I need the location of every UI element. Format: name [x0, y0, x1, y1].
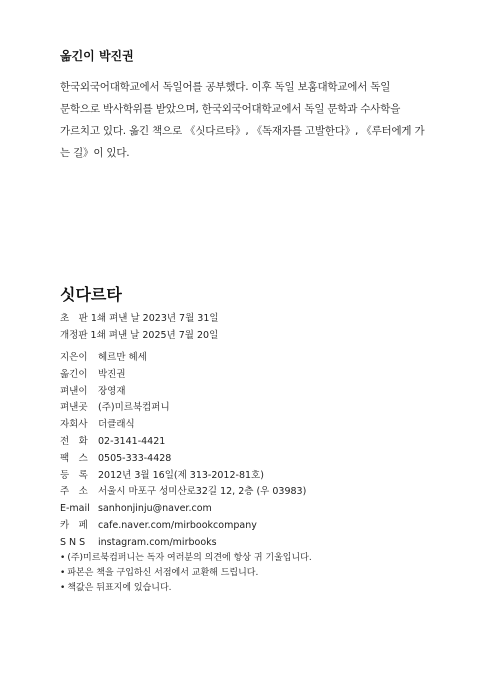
bullet-icon: •	[60, 568, 66, 578]
credit-translator	[60, 367, 306, 384]
bullet-icon: •	[60, 553, 66, 563]
credit-address	[60, 484, 306, 501]
edition-info	[60, 310, 219, 344]
credit-publisher-person	[60, 384, 306, 401]
credit-value: sanhonjinju@naver.com	[98, 503, 212, 515]
note-item	[60, 566, 312, 581]
credit-value: instagram.com/mirbooks	[98, 536, 217, 548]
credit-cafe	[60, 518, 306, 535]
note-text: 파본은 책을 구입하신 서점에서 교환해 드립니다.	[67, 568, 259, 578]
credit-value: (주)미르북컴퍼니	[98, 402, 170, 414]
note-item	[60, 551, 312, 566]
note-item	[60, 581, 312, 596]
note-text: 책값은 뒤표지에 있습니다.	[67, 583, 172, 593]
credit-value: 02-3141-4421	[98, 435, 166, 447]
credit-label: S N S	[60, 536, 86, 548]
credit-author	[60, 350, 306, 367]
credit-value: 0505-333-4428	[98, 452, 172, 464]
credit-label: 펴낸이	[60, 385, 88, 397]
translator-bio	[60, 76, 450, 164]
credit-label: 지은이	[60, 352, 88, 363]
credit-label: 팩 스	[60, 452, 88, 464]
bullet-icon: •	[60, 583, 66, 593]
credits-list	[60, 350, 306, 552]
translator-section	[60, 47, 450, 164]
credit-value: 더클래식	[98, 419, 135, 431]
credit-value: cafe.naver.com/mirbookcompany	[98, 519, 257, 531]
credit-publisher	[60, 400, 306, 417]
bio-line: 는 길》이 있다.	[60, 147, 130, 159]
translator-heading: 옮긴이 박진권	[60, 49, 134, 63]
credit-email	[60, 501, 306, 518]
notes-list	[60, 551, 312, 596]
credit-label: 전 화	[60, 435, 88, 447]
edition-first-print: 초 판 1쇄 펴낸 날 2023년 7월 31일	[60, 313, 219, 324]
credit-sns	[60, 535, 306, 552]
credit-value: 2012년 3월 16일(제 313-2012-81호)	[98, 469, 264, 481]
credit-label: 자회사	[60, 419, 88, 431]
credit-label: 등 록	[60, 469, 88, 481]
credit-label: 펴낸곳	[60, 402, 88, 414]
bio-line: 가르치고 있다. 옮긴 책으로 《싯다르타》, 《독재자를 고발한다》, 《루터에게 가	[60, 125, 425, 137]
book-title: 싯다르타	[60, 285, 122, 304]
credit-label: 주 소	[60, 486, 88, 498]
credit-label: 옮긴이	[60, 368, 88, 380]
credit-fax	[60, 451, 306, 468]
credit-value: 박진권	[98, 368, 126, 380]
edition-revised-print: 개정판 1쇄 펴낸 날 2025년 7월 20일	[60, 330, 219, 341]
bio-line: 한국외국어대학교에서 독일어를 공부했다. 이후 독일 보훔대학교에서 독일	[60, 81, 391, 93]
bio-line: 문학으로 박사학위를 받았으며, 한국외국어대학교에서 독일 문학과 수사학을	[60, 103, 401, 115]
credit-value: 서울시 마포구 성미산로32길 12, 2층 (우 03983)	[98, 486, 307, 498]
credit-subsidiary	[60, 417, 306, 434]
credit-phone	[60, 434, 306, 451]
credit-label: 카 페	[60, 519, 88, 531]
note-text: (주)미르북컴퍼니는 독자 여러분의 의견에 항상 귀 기울입니다.	[67, 553, 312, 563]
credit-value: 장영재	[98, 385, 126, 397]
credit-registration	[60, 468, 306, 485]
credit-label: E-mail	[60, 503, 90, 515]
credit-value: 헤르만 헤세	[98, 352, 147, 363]
